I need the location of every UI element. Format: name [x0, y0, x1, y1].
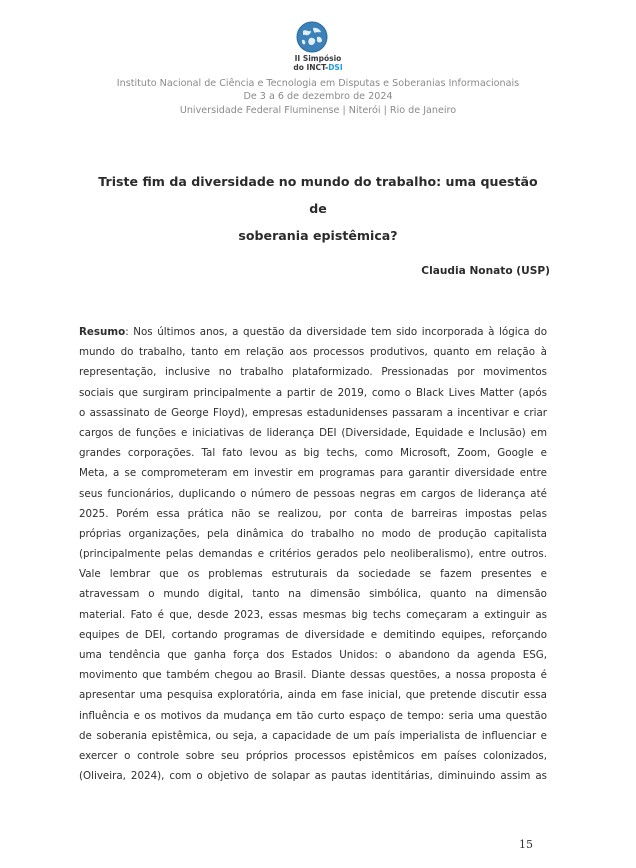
abstract-line: Meta, a se comprometeram em investir em programas para garantir diversidade entre	[79, 467, 547, 480]
symposium-org-accent: DSI	[328, 63, 343, 72]
abstract-line: mundo do trabalho, tanto em relação aos processos produtivos, quanto em relação à	[79, 346, 547, 359]
abstract-line: Vale lembrar que os problemas estruturais da sociedade se fazem presentes e	[79, 568, 547, 581]
symposium-name: II Simpósio	[294, 54, 342, 63]
abstract-line: grandes corporações. Tal fato levou as big techs, como Microsoft, Zoom, Google e	[79, 447, 547, 460]
abstract-line: atravessam o mundo digital, tanto na dimensão simbólica, quanto na dimensão	[79, 588, 547, 601]
abstract-line: representação, inclusive no trabalho plataformizado. Pressionadas por movimentos	[79, 366, 547, 379]
abstract-line: (principalmente pelas demandas e critérios gerados pelo neoliberalismo), entre outros.	[79, 548, 547, 561]
abstract-label: Resumo	[79, 326, 126, 338]
abstract-line: influência e os motivos da mudança em tão curto espaço de tempo: seria uma questão	[79, 709, 547, 722]
abstract-body	[79, 322, 547, 786]
university-location: Universidade Federal Fluminense | Niterói | Rio de Janeiro	[179, 105, 457, 116]
abstract-line: seus funcionários, duplicando o número de pessoas negras em cargos de liderança até	[79, 487, 547, 500]
abstract-line: movimento que também chegou ao Brasil. Diante dessas questões, a nossa proposta é	[79, 669, 547, 682]
abstract-line: cargos de funções e iniciativas de liderança DEI (Diversidade, Equidade e Inclusão) em	[79, 426, 547, 439]
abstract-line: uma tendência que ganha força dos Estados Unidos: o abandono da agenda ESG,	[79, 649, 547, 661]
abstract-line: material. Fato é que, desde 2023, essas mesmas big techs começaram a extinguir as	[79, 608, 547, 621]
abstract-line: Resumo: Nos últimos anos, a questão da diversidade tem sido incorporada à lógica do	[79, 326, 547, 338]
abstract-line: (Oliveira, 2024), com o objetivo de solapar as pautas identitárias, diminuindo assim as	[79, 770, 547, 783]
event-dates: De 3 a 6 de dezembro de 2024	[243, 91, 393, 102]
abstract-line: sociais que surgiram principalmente a partir de 2019, como o Black Lives Matter (após	[79, 386, 547, 399]
institute-name: Instituto Nacional de Ciência e Tecnologia em Disputas e Soberanias Informacionais	[116, 78, 520, 89]
paper-title	[90, 168, 546, 249]
abstract-line: equipes de DEI, cortando programas de diversidade e demitindo equipes, reforçando	[79, 628, 547, 641]
abstract-line: de soberania epistêmica, ou seja, a capacidade de um país imperialista de influenciar e	[79, 729, 547, 742]
symposium-org	[0, 63, 636, 72]
page-number: 15	[519, 838, 533, 851]
abstract-line: 2025. Porém essa prática não se realizou, por conta de barreiras impostas pelas	[79, 507, 547, 520]
paper-author: Claudia Nonato (USP)	[421, 265, 550, 277]
abstract-line: apresentar uma pesquisa exploratória, ainda em fase inicial, que pretende discutir essa	[79, 689, 547, 702]
paper-title-line-1: Triste fim da diversidade no mundo do trabalho: uma questão de	[98, 174, 538, 216]
abstract-line: o assassinato de George Floyd), empresas estadunidenses passaram a incentivar e criar	[79, 406, 547, 419]
globe-logo-icon	[296, 21, 328, 53]
abstract-line: exercer o controle sobre seu próprios processos epistêmicos em países colonizados,	[79, 749, 547, 762]
paper-title-line-2: soberania epistêmica?	[238, 228, 398, 243]
abstract-line: próprias organizações, pela dinâmica do trabalho no modo de produção capitalista	[79, 527, 547, 540]
symposium-org-prefix: do INCT-	[293, 63, 329, 72]
